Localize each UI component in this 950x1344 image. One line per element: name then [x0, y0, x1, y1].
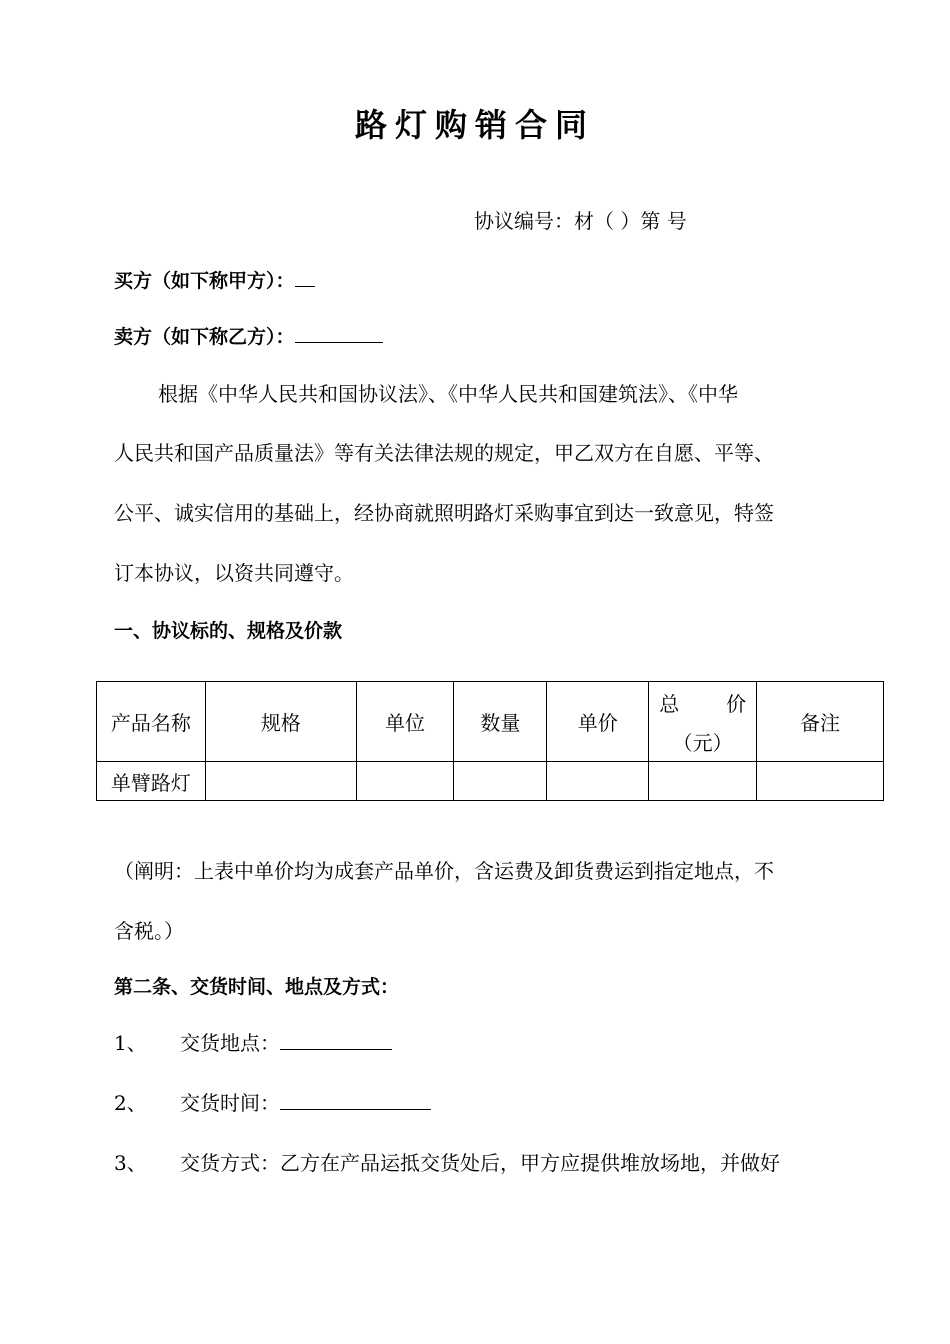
- header-total-c: （元）: [672, 730, 733, 755]
- item-1-number: 1、: [114, 1031, 147, 1055]
- header-note: 备注: [757, 682, 884, 762]
- seller-label: 卖方（如下称乙方）：: [114, 326, 295, 348]
- item-2-number: 2、: [114, 1091, 147, 1115]
- seller-line: [114, 322, 383, 349]
- cell-total[interactable]: [649, 762, 757, 801]
- spec-table: [96, 681, 884, 801]
- cell-unit[interactable]: [356, 762, 454, 801]
- header-unit: 单位: [356, 682, 454, 762]
- table-header-row: [97, 682, 884, 762]
- intro-line-1: 根据《中华人民共和国协议法》、《中华人民共和国建筑法》、《中华: [158, 382, 738, 406]
- section-2-heading: 第二条、交货时间、地点及方式：: [114, 976, 400, 998]
- section-1-heading: 一、协议标的、规格及价款: [114, 620, 343, 642]
- header-qty: 数量: [454, 682, 547, 762]
- note-line-2: 含税。）: [114, 919, 184, 943]
- item-2: [180, 1087, 431, 1116]
- header-spec: 规格: [205, 682, 356, 762]
- cell-spec[interactable]: [205, 762, 356, 801]
- delivery-time-blank[interactable]: [280, 1091, 431, 1110]
- cell-note[interactable]: [757, 762, 884, 801]
- header-name: 产品名称: [97, 682, 206, 762]
- agreement-number: 协议编号：材（ ）第 号: [474, 209, 687, 233]
- cell-name: 单臂路灯: [97, 762, 206, 801]
- cell-qty[interactable]: [454, 762, 547, 801]
- buyer-label: 买方（如下称甲方）：: [114, 270, 295, 292]
- buyer-blank[interactable]: [295, 268, 315, 287]
- document-title: 路灯购销合同: [354, 106, 595, 144]
- item-1-text: 交货地点：: [180, 1031, 280, 1055]
- header-price: 单价: [547, 682, 649, 762]
- intro-line-2: 人民共和国产品质量法》等有关法律法规的规定，甲乙双方在自愿、平等、: [114, 441, 774, 465]
- intro-line-4: 订本协议，以资共同遵守。: [114, 561, 354, 585]
- header-total: [649, 682, 757, 762]
- item-3-number: 3、: [114, 1151, 147, 1175]
- item-1: [180, 1027, 392, 1056]
- header-total-b: 价: [726, 691, 747, 716]
- delivery-place-blank[interactable]: [280, 1031, 392, 1050]
- item-3-text: 交货方式：乙方在产品运抵交货处后，甲方应提供堆放场地，并做好: [180, 1151, 780, 1175]
- cell-price[interactable]: [547, 762, 649, 801]
- header-total-a: 总: [659, 691, 680, 716]
- note-line-1: （阐明：上表中单价均为成套产品单价，含运费及卸货费运到指定地点，不: [114, 859, 774, 883]
- item-2-text: 交货时间：: [180, 1091, 280, 1115]
- buyer-line: [114, 266, 315, 293]
- seller-blank[interactable]: [295, 324, 383, 343]
- intro-line-3: 公平、诚实信用的基础上，经协商就照明路灯采购事宜到达一致意见，特签: [114, 501, 774, 525]
- table-row: [97, 762, 884, 801]
